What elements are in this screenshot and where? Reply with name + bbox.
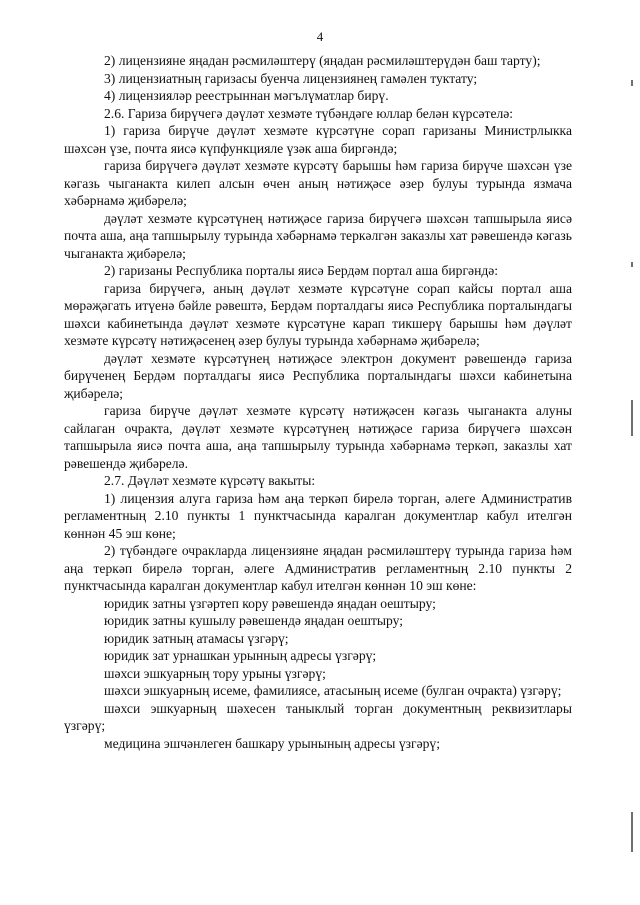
paragraph: 1) лицензия алуга гариза һәм аңа теркәп бирелә торган, әлеге Административ регламентның 2.10 пункты 1 пунктчасында каралган документлар кабул ителгән көннән 45 эш көне; xyxy=(64,490,572,541)
document-body xyxy=(64,52,572,752)
page-number: 4 xyxy=(316,29,324,44)
paragraph: дәүләт хезмәте күрсәтүнең нәтиҗәсе гариза бирүчегә шәхсән тапшырыла яисә почта аша, аңа тапшырылу турында хәбәрнамә теркәлгән заказлы хат рәвешендә кәгазь чыганакта җибәрелә; xyxy=(64,210,572,261)
paragraph: 4) лицензияләр реестрыннан мәгълүматлар бирү. xyxy=(104,88,389,103)
scan-edge-mark-middle xyxy=(631,400,633,436)
paragraph: 2) түбәндәге очракларда лицензияне яңадан рәсмиләштерү турында гариза һәм аңа теркәп бирелә торган, әлеге Административ регламентның 2.10 пункты 2 пунктчасында каралган документлар кабул ителгән көннән 10 эш көне: xyxy=(64,543,572,593)
list-item: юридик зат урнашкан урынның адресы үзгәрү; xyxy=(104,648,377,663)
paragraph: гариза бирүчегә дәүләт хезмәте күрсәтү барышы һәм гариза бирүче шәхсән үзе кәгазь чыганакта килеп алсын өчен аның нәтиҗәсе әзер булуы турында язмача хәбәрнамә җибәрелә; xyxy=(64,158,572,208)
paragraph: 3) лицензиатның гаризасы буенча лицензиянең гамәлен туктату; xyxy=(104,70,478,86)
paragraph: гариза бирүчегә, аның дәүләт хезмәте күрсәтүне сорап кайсы портал аша мөрәҗәгать итүенә бәйле рәвештә, Бердәм порталдагы яисә Республика порталындагы шәхси кабинетында дәүләт хезмәте күрсәтүне карап тикшерү барышы һәм дәүләт хезмәте күрсәтү нәтиҗәсенең әзер булуы турында хәбәрнамә җибәрелә; xyxy=(64,280,572,348)
paragraph: 2) гаризаны Республика порталы яисә Бердәм портал аша биргәндә: xyxy=(104,263,499,278)
list-item: юридик затның атамасы үзгәрү; xyxy=(104,630,289,646)
list-item: юридик затны кушылу рәвешендә яңадан оештыру; xyxy=(104,613,404,628)
paragraph: 2.6. Гариза бирүчегә дәүләт хезмәте түбәндәге юллар белән күрсәтелә: xyxy=(104,105,514,121)
list-item: медицина эшчәнлеген башкару урынының адресы үзгәрү; xyxy=(104,735,440,751)
paragraph: 2.7. Дәүләт хезмәте күрсәтү вакыты: xyxy=(104,473,316,488)
paragraph: 2) лицензияне яңадан рәсмиләштерү (яңадан рәсмиләштерүдән баш тарту); xyxy=(104,53,541,68)
list-item: шәхси эшкуарның тору урыны үзгәрү; xyxy=(104,665,326,681)
list-item: шәхси эшкуарның исеме, фамилиясе, атасының исеме (булган очракта) үзгәрү; xyxy=(104,683,562,698)
scan-edge-mark-top xyxy=(631,80,633,86)
list-item: юридик затны үзгәртеп кору рәвешендә яңадан оештыру; xyxy=(104,595,436,611)
scan-edge-mark-upper xyxy=(631,262,633,267)
list-item: шәхси эшкуарның шәхесен таныклый торган документның реквизитлары үзгәрү; xyxy=(64,700,572,733)
paragraph: дәүләт хезмәте күрсәтүнең нәтиҗәсе электрон документ рәвешендә гариза бирүченең Бердәм порталдагы яисә Республика порталындагы шәхси кабинетына җибәрелә; xyxy=(64,350,572,401)
paragraph: гариза бирүче дәүләт хезмәте күрсәтү нәтиҗәсен кәгазь чыганакта алуны сайлаган очракта, дәүләт хезмәте күрсәтүнең нәтиҗәсе гариза бирүчегә шәхсән тапшырыла яисә почта аша, аңа тапшырылу турында хәбәрнамә теркәп, заказлы хат рәвешендә җибәрелә. xyxy=(64,403,572,471)
paragraph: 1) гариза бирүче дәүләт хезмәте күрсәтүне сорап гаризаны Министрлыкка шәхсән үзе, почта яисә күпфункцияле үзәк аша биргәндә; xyxy=(64,123,572,156)
scan-edge-mark-bottom xyxy=(631,812,633,852)
